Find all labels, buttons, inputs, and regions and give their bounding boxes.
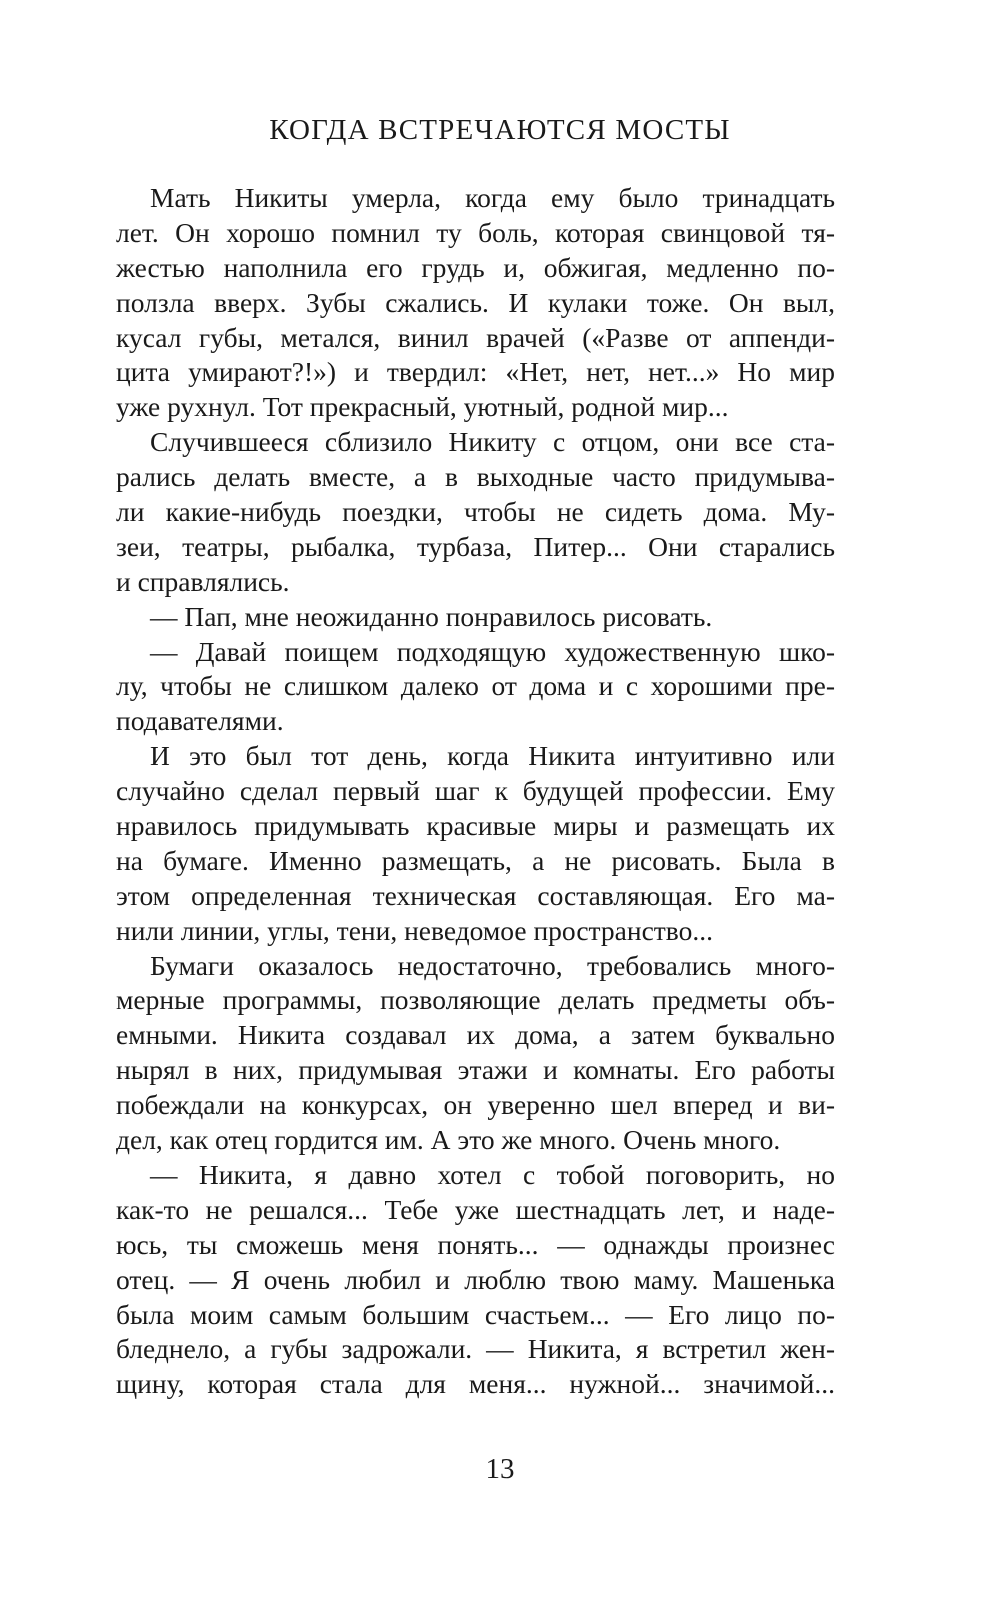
text-line: подавателями. — [116, 705, 284, 737]
text-line: — Давай поищем подходящую художественную шко- — [150, 635, 835, 667]
text-line: щину, которая стала для меня... нужной... значимой... — [116, 1368, 835, 1400]
text-line: случайно сделал первый шаг к будущей профессии. Ему — [116, 775, 835, 807]
text-line: мерные программы, позволяющие делать предметы объ- — [116, 984, 835, 1016]
running-head: КОГДА ВСТРЕЧАЮТСЯ МОСТЫ — [269, 114, 731, 146]
text-line: — Никита, я давно хотел с тобой поговорить, но — [150, 1158, 835, 1190]
text-line: кусал губы, метался, винил врачей («Разве от аппенди- — [116, 321, 835, 353]
text-line: Случившееся сблизило Никиту с отцом, они все ста- — [150, 426, 835, 458]
text-line: отец. — Я очень любил и люблю твою маму. Машенька — [116, 1263, 835, 1295]
text-line: емными. Никита создавал их дома, а затем буквально — [116, 1019, 835, 1051]
text-line: и справлялись. — [116, 565, 290, 597]
text-line: этом определенная техническая составляющая. Его ма- — [116, 879, 835, 911]
text-line: лу, чтобы не слишком далеко от дома и с хорошими пре- — [116, 670, 835, 702]
text-line: нравилось придумывать красивые миры и размещать их — [116, 810, 835, 842]
text-line: была моим самым большим счастьем... — Его лицо по- — [116, 1298, 835, 1330]
text-line: ползла вверх. Зубы сжались. И кулаки тоже. Он выл, — [116, 286, 835, 318]
text-line: И это был тот день, когда Никита интуитивно или — [150, 740, 835, 772]
text-line: на бумаге. Именно размещать, а не рисовать. Была в — [116, 844, 835, 876]
text-line: цита умирают?!») и твердил: «Нет, нет, нет...» Но мир — [116, 356, 835, 388]
text-line: ли какие-нибудь поездки, чтобы не сидеть дома. Му- — [116, 496, 835, 528]
body-text — [116, 181, 835, 1402]
text-line: как-то не решался... Тебе уже шестнадцать лет, и наде- — [116, 1193, 835, 1225]
text-line: нили линии, углы, тени, неведомое пространство... — [116, 914, 713, 946]
text-line: рались делать вместе, а в выходные часто придумыва- — [116, 461, 835, 493]
text-line: юсь, ты сможешь меня понять... — однажды произнес — [116, 1228, 835, 1260]
text-line: Мать Никиты умерла, когда ему было тринадцать — [150, 182, 835, 213]
text-line: лет. Он хорошо помнил ту боль, которая свинцовой тя- — [116, 216, 835, 248]
text-line: бледнело, а губы задрожали. — Никита, я встретил жен- — [116, 1333, 835, 1365]
text-line: — Пап, мне неожиданно понравилось рисовать. — [150, 600, 713, 632]
text-line: нырял в них, придумывая этажи и комнаты. Его работы — [116, 1054, 835, 1086]
page-number: 13 — [485, 1453, 515, 1485]
text-line: дел, как отец гордится им. А это же много. Очень много. — [116, 1124, 781, 1156]
text-line: жестью наполнила его грудь и, обжигая, медленно по- — [116, 251, 835, 283]
text-line: уже рухнул. Тот прекрасный, уютный, родной мир... — [116, 391, 729, 423]
text-line: побеждали на конкурсах, он уверенно шел вперед и ви- — [116, 1089, 835, 1121]
text-line: зеи, театры, рыбалка, турбаза, Питер... Они старались — [116, 530, 835, 562]
text-line: Бумаги оказалось недостаточно, требовались много- — [150, 949, 835, 981]
